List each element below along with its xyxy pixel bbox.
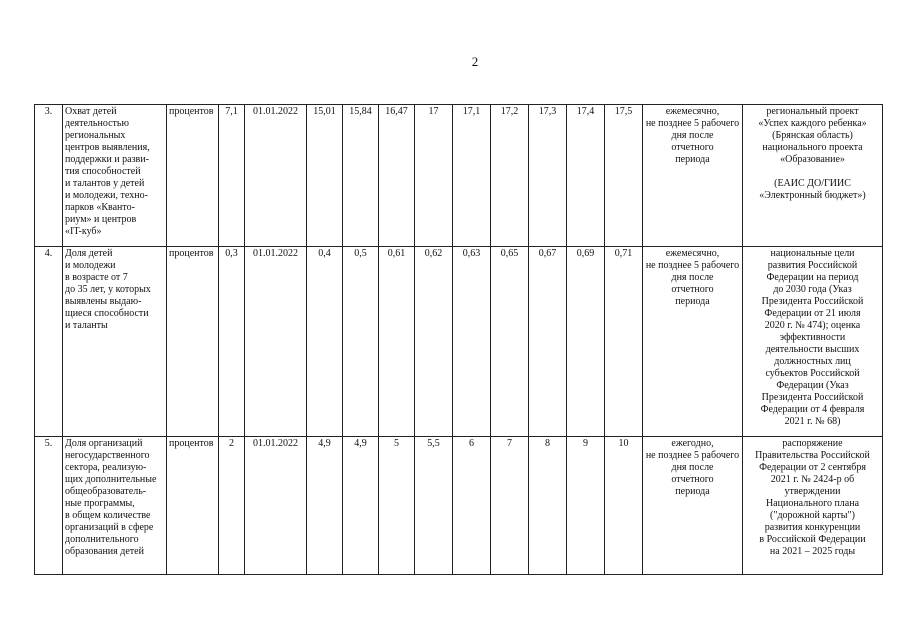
source-cell <box>743 437 883 575</box>
target-value-cell: 17,5 <box>605 105 643 247</box>
source-cell-line: развития конкуренции <box>764 522 861 533</box>
frequency-cell-line: ежемесячно, <box>665 106 720 117</box>
indicator-name-cell-line: до 35 лет, у которых <box>65 284 151 295</box>
source-cell-line: субъектов Российской <box>765 368 860 379</box>
frequency-cell-line: ежегодно, <box>671 438 714 449</box>
source-cell-line: Президента Российской <box>761 296 864 307</box>
base-value-cell: 7,1 <box>219 105 245 247</box>
indicator-name-cell-line: выявлены выдаю- <box>65 296 142 307</box>
frequency-cell <box>643 247 743 437</box>
source-cell-line: Президента Российской <box>761 392 864 403</box>
frequency-cell-line: дня после <box>671 130 714 141</box>
source-cell-line: региональный проект <box>766 106 859 117</box>
target-value-cell: 0,5 <box>343 247 379 437</box>
source-cell-line: «Успех каждого ребенка» <box>758 118 867 129</box>
target-value-cell: 17,4 <box>567 105 605 247</box>
target-value-cell: 7 <box>491 437 529 575</box>
source-cell-line: до 2030 года (Указ <box>773 284 852 295</box>
target-value-cell: 17,3 <box>529 105 567 247</box>
target-value-cell: 0,71 <box>605 247 643 437</box>
source-cell-line: 2020 г. № 474); оценка <box>764 320 861 331</box>
indicator-name-cell-line: Доля организаций <box>65 438 143 449</box>
base-date-cell: 01.01.2022 <box>245 247 307 437</box>
source-cell-line: 2021 г. № 68) <box>784 416 841 427</box>
source-cell-line: утверждении <box>784 486 841 497</box>
source-cell-line: 2021 г. № 2424-р об <box>770 474 855 485</box>
indicator-name-cell-line: риум» и центров <box>65 214 137 225</box>
source-cell <box>743 247 883 437</box>
target-value-cell: 17,2 <box>491 105 529 247</box>
frequency-cell-line: не позднее 5 рабочего <box>645 118 740 129</box>
target-value-cell: 5 <box>379 437 415 575</box>
indicator-name-cell-line: региональных <box>65 130 126 141</box>
frequency-cell-line: дня после <box>671 272 714 283</box>
source-cell-line: Федерации от 4 февраля <box>760 404 865 415</box>
target-value-cell: 10 <box>605 437 643 575</box>
unit-cell: процентов <box>167 437 219 575</box>
table-row <box>35 105 883 247</box>
indicator-name-cell-line: и талантов у детей <box>65 178 145 189</box>
indicator-name-cell-line: деятельностью <box>65 118 129 129</box>
source-cell-line: (Брянская область) <box>772 130 853 141</box>
source-cell-line: Правительства Российской <box>755 450 870 461</box>
source-cell-line: распоряжение <box>782 438 843 449</box>
indicator-name-cell-line: организаций в сфере <box>65 522 154 533</box>
target-value-cell: 0,62 <box>415 247 453 437</box>
target-value-cell: 0,69 <box>567 247 605 437</box>
source-cell-line: (ЕАИС ДО/ГИИС <box>774 178 851 189</box>
target-value-cell: 8 <box>529 437 567 575</box>
source-cell-line: «Электронный бюджет») <box>759 190 866 201</box>
indicator-name-cell-line: в общем количестве <box>65 510 151 521</box>
target-value-cell: 6 <box>453 437 491 575</box>
frequency-cell-line: периода <box>675 154 710 165</box>
source-cell-line: ("дорожной карты") <box>770 510 855 521</box>
indicator-name-cell-line: и молодежи, техно- <box>65 190 148 201</box>
source-cell-line: деятельности высших <box>765 344 860 355</box>
source-cell-line: национальные цели <box>770 248 855 259</box>
indicator-name-cell-line: поддержки и разви- <box>65 154 149 165</box>
indicator-name-cell-line: Охват детей <box>65 106 117 117</box>
indicator-name-cell-line: и молодежи <box>65 260 116 271</box>
frequency-cell-line: отчетного <box>671 142 714 153</box>
unit-cell: процентов <box>167 105 219 247</box>
source-cell-line: Федерации (Указ <box>776 380 849 391</box>
indicator-name-cell-line: «IT-куб» <box>65 226 102 237</box>
source-cell-line: «Образование» <box>780 154 845 165</box>
source-cell-line: должностных лиц <box>774 356 851 367</box>
indicator-name-cell-line: дополнительного <box>65 534 139 545</box>
frequency-cell-line: отчетного <box>671 284 714 295</box>
source-cell-line: Федерации от 2 сентября <box>759 462 866 473</box>
indicator-name-cell-line: Доля детей <box>65 248 113 259</box>
target-value-cell: 0,61 <box>379 247 415 437</box>
source-cell-line: на 2021 – 2025 годы <box>769 546 856 557</box>
indicator-name-cell-line: парков «Кванто- <box>65 202 135 213</box>
source-cell-line <box>745 166 880 178</box>
indicator-name-cell-line: в возрасте от 7 <box>65 272 128 283</box>
frequency-cell-line: не позднее 5 рабочего <box>645 450 740 461</box>
frequency-cell-line: периода <box>675 296 710 307</box>
source-cell-line: эффективности <box>779 332 846 343</box>
indicator-name-cell-line: общеобразователь- <box>65 486 147 497</box>
target-value-cell: 0,67 <box>529 247 567 437</box>
target-value-cell: 17 <box>415 105 453 247</box>
indicator-name-cell-line: центров выявления, <box>65 142 150 153</box>
target-value-cell: 9 <box>567 437 605 575</box>
indicators-table <box>34 104 883 575</box>
indicator-name-cell-line: ные программы, <box>65 498 135 509</box>
indicator-name-cell-line: негосударственного <box>65 450 150 461</box>
indicator-name-cell-line: и таланты <box>65 320 108 331</box>
target-value-cell: 4,9 <box>343 437 379 575</box>
indicator-name-cell-line: тия способностей <box>65 166 141 177</box>
target-value-cell: 17,1 <box>453 105 491 247</box>
base-value-cell: 2 <box>219 437 245 575</box>
base-date-cell: 01.01.2022 <box>245 105 307 247</box>
indicator-name-cell-line: щиеся способности <box>65 308 149 319</box>
indicator-name-cell <box>63 247 167 437</box>
target-value-cell: 16,47 <box>379 105 415 247</box>
table-body <box>35 105 883 575</box>
source-cell-line: Национального плана <box>765 498 860 509</box>
indicator-name-cell <box>63 437 167 575</box>
table-row <box>35 247 883 437</box>
source-cell <box>743 105 883 247</box>
source-cell-line: национального проекта <box>762 142 863 153</box>
target-value-cell: 15,01 <box>307 105 343 247</box>
source-cell-line: в Российской Федерации <box>759 534 866 545</box>
row-number-cell: 4. <box>35 247 63 437</box>
row-number-cell: 5. <box>35 437 63 575</box>
source-cell-line: развития Российской <box>767 260 858 271</box>
frequency-cell-line: ежемесячно, <box>665 248 720 259</box>
unit-cell: процентов <box>167 247 219 437</box>
target-value-cell: 4,9 <box>307 437 343 575</box>
indicator-name-cell <box>63 105 167 247</box>
table-row <box>35 437 883 575</box>
page-number: 2 <box>471 54 479 69</box>
frequency-cell <box>643 437 743 575</box>
target-value-cell: 0,4 <box>307 247 343 437</box>
base-date-cell: 01.01.2022 <box>245 437 307 575</box>
frequency-cell-line: отчетного <box>671 474 714 485</box>
frequency-cell-line: не позднее 5 рабочего <box>645 260 740 271</box>
target-value-cell: 0,63 <box>453 247 491 437</box>
row-number-cell: 3. <box>35 105 63 247</box>
source-cell-line: Федерации от 21 июля <box>764 308 861 319</box>
target-value-cell: 5,5 <box>415 437 453 575</box>
indicator-name-cell-line: сектора, реализую- <box>65 462 147 473</box>
base-value-cell: 0,3 <box>219 247 245 437</box>
frequency-cell-line: периода <box>675 486 710 497</box>
indicator-name-cell-line: образования детей <box>65 546 144 557</box>
frequency-cell-line: дня после <box>671 462 714 473</box>
frequency-cell <box>643 105 743 247</box>
source-cell-line: Федерации на период <box>766 272 859 283</box>
target-value-cell: 0,65 <box>491 247 529 437</box>
indicator-name-cell-line: щих дополнительные <box>65 474 157 485</box>
target-value-cell: 15,84 <box>343 105 379 247</box>
